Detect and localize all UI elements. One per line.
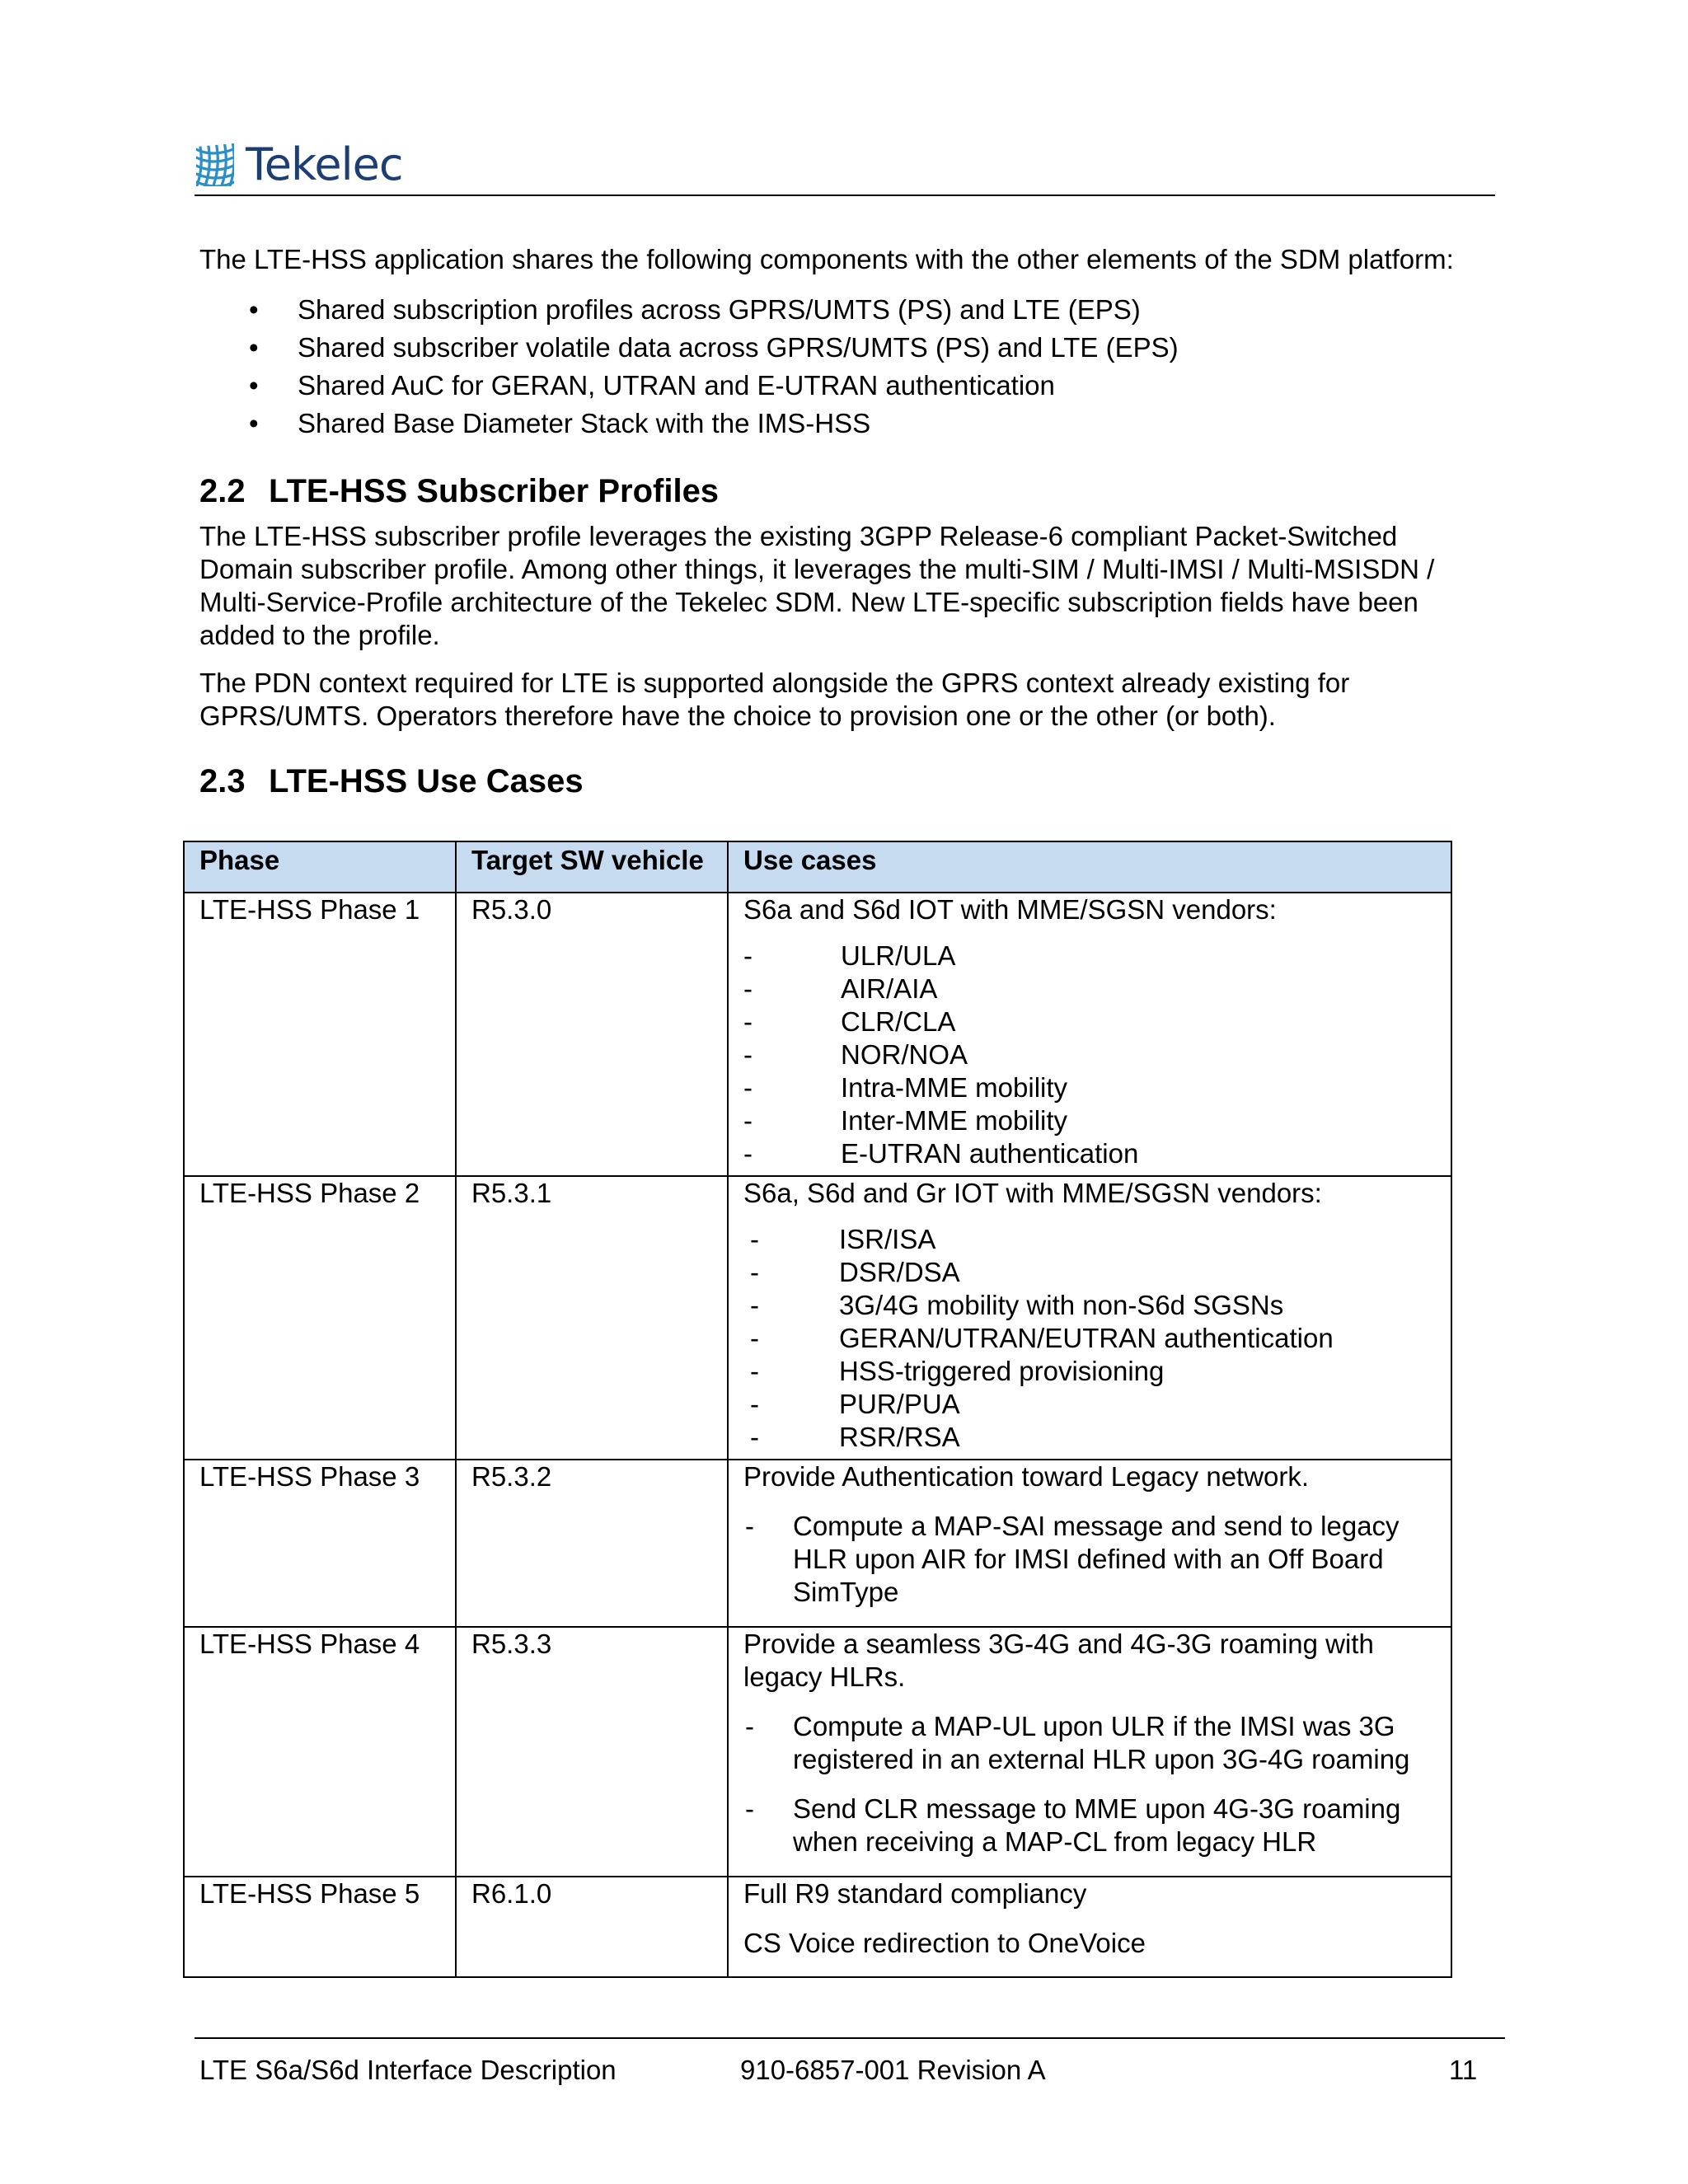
section-number: 2.3 xyxy=(199,763,246,799)
phase-cell: LTE-HSS Phase 5 xyxy=(184,1877,456,1977)
column-header-phase: Phase xyxy=(184,841,456,893)
use-case-list xyxy=(743,1223,1436,1454)
list-item: - Inter-MME mobility xyxy=(743,1104,1436,1137)
logo-wordmark: Tekelec xyxy=(246,138,403,190)
phase-cell: LTE-HSS Phase 3 xyxy=(184,1460,456,1627)
list-item: - CLR/CLA xyxy=(743,1005,1436,1038)
use-case-intro: S6a, S6d and Gr IOT with MME/SGSN vendors: xyxy=(743,1178,1322,1208)
section-title: LTE-HSS Subscriber Profiles xyxy=(269,473,720,509)
use-case-list xyxy=(743,940,1436,1170)
intro-paragraph: The LTE-HSS application shares the following components with the other elements of the SDM platform: xyxy=(199,244,1454,274)
column-header-use-cases: Use cases xyxy=(728,841,1451,893)
list-item: - Send CLR message to MME upon 4G-3G roaming when receiving a MAP-CL from legacy HLR xyxy=(743,1793,1436,1858)
section-heading-2-3 xyxy=(199,761,1485,802)
list-item: • Shared AuC for GERAN, UTRAN and E-UTRAN authentication xyxy=(199,367,1485,405)
use-cases-cell xyxy=(728,1877,1451,1977)
footer-document-title: LTE S6a/S6d Interface Description xyxy=(199,2055,617,2085)
table-row xyxy=(184,1877,1451,1977)
list-item: - PUR/PUA xyxy=(743,1388,1436,1421)
list-item: - ISR/ISA xyxy=(743,1223,1436,1256)
list-item: • Shared subscription profiles across GPRS/UMTS (PS) and LTE (EPS) xyxy=(199,291,1485,329)
vehicle-cell: R5.3.0 xyxy=(456,893,728,1176)
list-item: - ULR/ULA xyxy=(743,940,1436,972)
list-item: • Shared subscriber volatile data across GPRS/UMTS (PS) and LTE (EPS) xyxy=(199,329,1485,367)
use-case-line: Full R9 standard compliancy xyxy=(743,1878,1087,1909)
phase-cell: LTE-HSS Phase 1 xyxy=(184,893,456,1176)
use-cases-cell xyxy=(728,1627,1451,1877)
list-item: • Shared Base Diameter Stack with the IMS-HSS xyxy=(199,405,1485,443)
phase-cell: LTE-HSS Phase 2 xyxy=(184,1176,456,1460)
vehicle-cell: R5.3.3 xyxy=(456,1627,728,1877)
list-item: - 3G/4G mobility with non-S6d SGSNs xyxy=(743,1289,1436,1322)
table-row xyxy=(184,1460,1451,1627)
use-case-list xyxy=(743,1710,1436,1858)
list-item: - NOR/NOA xyxy=(743,1038,1436,1071)
list-item: - AIR/AIA xyxy=(743,972,1436,1005)
footer-document-number: 910-6857-001 Revision A xyxy=(740,2055,1046,2085)
section-number: 2.2 xyxy=(199,473,246,509)
use-case-intro: Provide a seamless 3G-4G and 4G-3G roaming with legacy HLRs. xyxy=(743,1629,1374,1692)
use-cases-cell xyxy=(728,893,1451,1176)
table-row xyxy=(184,1627,1451,1877)
table-row xyxy=(184,893,1451,1176)
list-item: - DSR/DSA xyxy=(743,1256,1436,1289)
vehicle-cell: R5.3.1 xyxy=(456,1176,728,1460)
table-header-row xyxy=(184,841,1451,893)
use-cases-table xyxy=(183,841,1452,1978)
section-title: LTE-HSS Use Cases xyxy=(269,763,584,799)
use-cases-cell xyxy=(728,1176,1451,1460)
list-item: - Compute a MAP-SAI message and send to legacy HLR upon AIR for IMSI defined with an Off Board SimType xyxy=(743,1510,1436,1609)
header-divider xyxy=(195,194,1495,196)
vehicle-cell: R6.1.0 xyxy=(456,1877,728,1977)
list-item: - Intra-MME mobility xyxy=(743,1071,1436,1104)
use-case-intro: S6a and S6d IOT with MME/SGSN vendors: xyxy=(743,894,1277,925)
section-heading-2-2 xyxy=(199,471,1485,512)
shared-components-list xyxy=(199,291,1485,443)
list-item: - Compute a MAP-UL upon ULR if the IMSI was 3G registered in an external HLR upon 3G-4G roaming xyxy=(743,1710,1436,1776)
table-row xyxy=(184,1176,1451,1460)
use-cases-cell xyxy=(728,1460,1451,1627)
use-case-line: CS Voice redirection to OneVoice xyxy=(743,1928,1146,1958)
list-item: - GERAN/UTRAN/EUTRAN authentication xyxy=(743,1322,1436,1355)
page-body xyxy=(199,243,1485,802)
list-item: - E-UTRAN authentication xyxy=(743,1137,1436,1170)
column-header-vehicle: Target SW vehicle xyxy=(456,841,728,893)
profile-paragraph-1: The LTE-HSS subscriber profile leverages the existing 3GPP Release-6 compliant Packet-Switched Domain subscriber profile. Among other things, it leverages the multi-SIM / Multi-IMSI / Multi-MSISDN / Multi-Service-Profile architecture of the Tekelec SDM. New LTE-specific subscription fields have been added to the profile. xyxy=(199,521,1435,650)
page-number: 11 xyxy=(1449,2055,1478,2085)
use-case-list xyxy=(743,1510,1436,1609)
tekelec-logo-icon xyxy=(195,142,236,188)
profile-paragraph-2: The PDN context required for LTE is supported alongside the GPRS context already existing for GPRS/UMTS. Operators therefore have the choice to provision one or the other (or both). xyxy=(199,668,1350,731)
list-item: - HSS-triggered provisioning xyxy=(743,1355,1436,1388)
use-case-intro: Provide Authentication toward Legacy network. xyxy=(743,1461,1310,1492)
list-item: - RSR/RSA xyxy=(743,1421,1436,1454)
footer-divider xyxy=(195,2037,1505,2039)
phase-cell: LTE-HSS Phase 4 xyxy=(184,1627,456,1877)
company-logo xyxy=(195,138,403,190)
vehicle-cell: R5.3.2 xyxy=(456,1460,728,1627)
